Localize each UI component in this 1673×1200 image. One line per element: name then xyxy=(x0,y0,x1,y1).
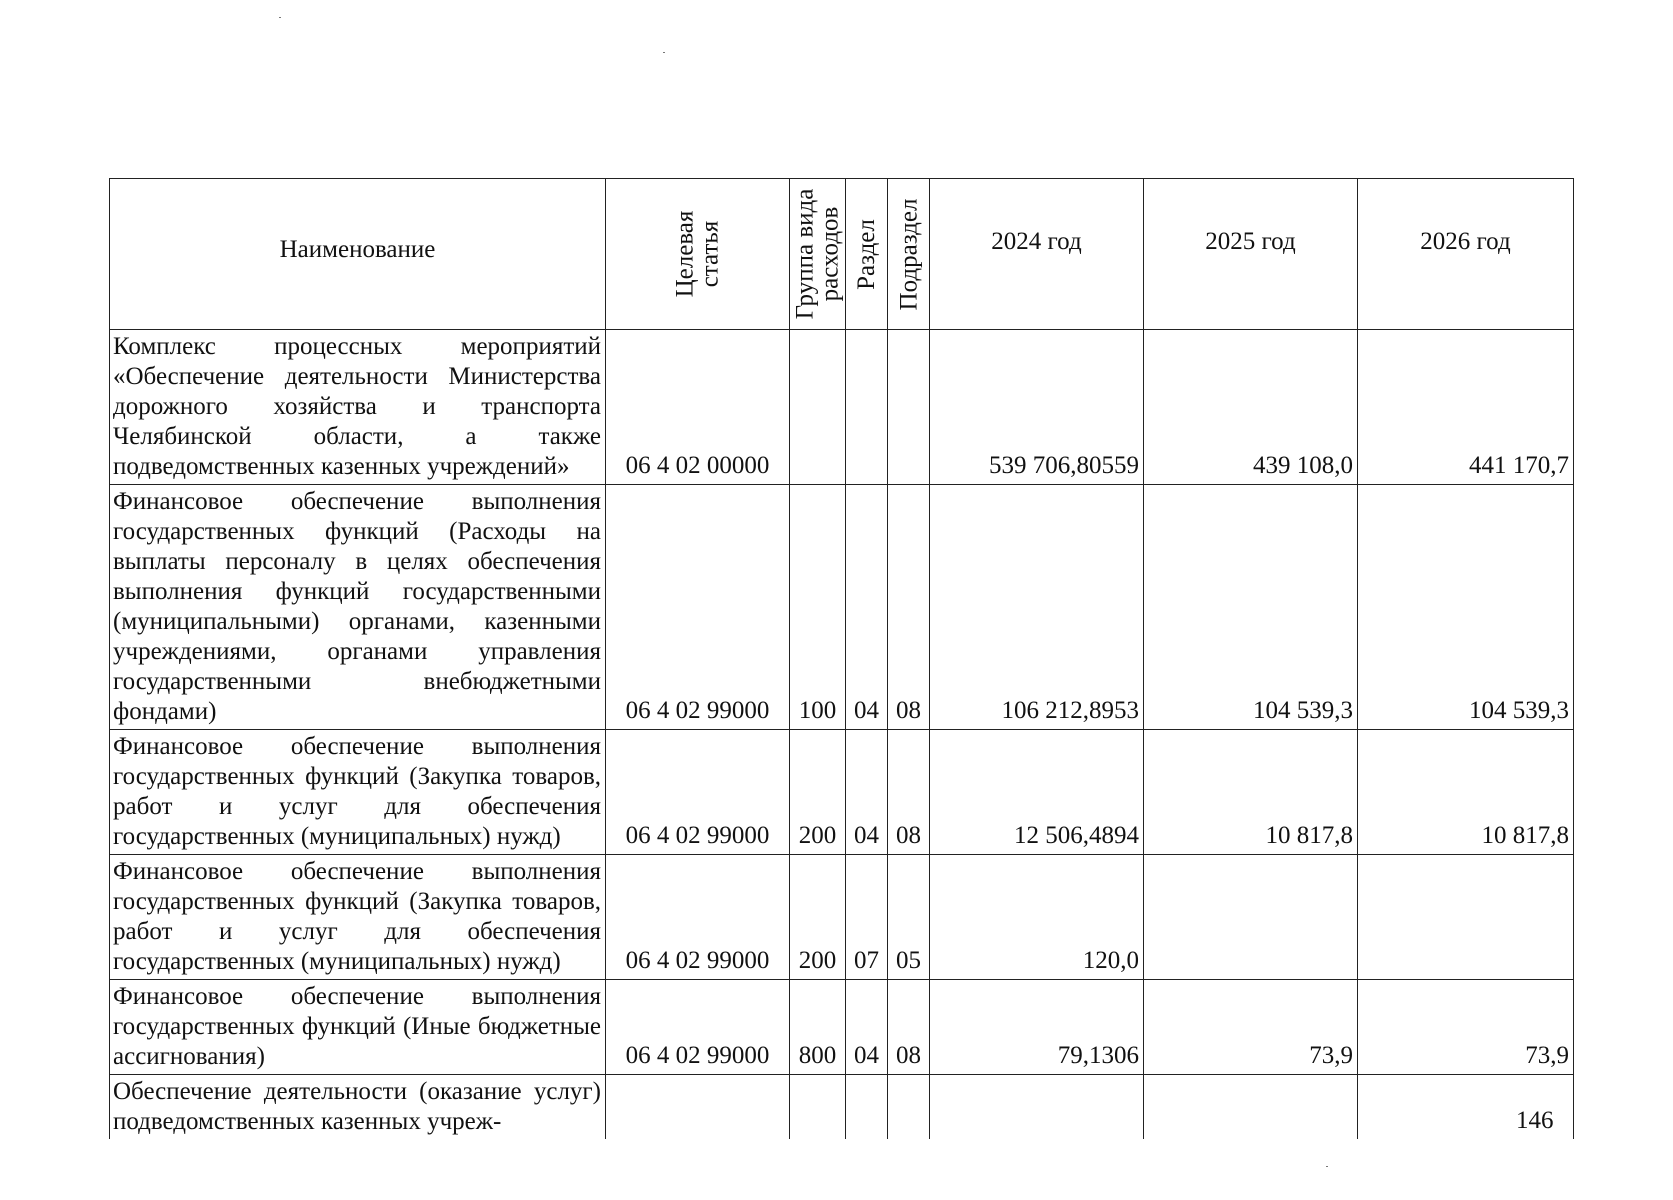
table-row xyxy=(110,485,1574,730)
row-section: 04 xyxy=(846,980,888,1075)
row-section xyxy=(846,1075,888,1140)
row-amount-2024 xyxy=(930,1075,1144,1140)
header-target-article: Целевая статья xyxy=(606,179,790,330)
row-name: Финансовое обеспечение выполнения государственных функций (Закупка товаров, работ и услуг для обеспечения государственных (муниципальных) нужд) xyxy=(110,730,606,855)
row-amount-2025: 104 539,3 xyxy=(1144,485,1358,730)
row-name: Обеспечение деятельности (оказание услуг) подведомственных казенных учреж- xyxy=(110,1075,606,1140)
row-section xyxy=(846,330,888,485)
header-expense-group: Группа вида расходов xyxy=(790,179,846,330)
row-amount-2024: 79,1306 xyxy=(930,980,1144,1075)
row-name: Комплекс процессных мероприятий «Обеспечение деятельности Министерства дорожного хозяйства и транспорта Челябинской области, а также подведомственных казенных учреждений» xyxy=(110,330,606,485)
row-target-article: 06 4 02 99000 xyxy=(606,980,790,1075)
row-amount-2025: 73,9 xyxy=(1144,980,1358,1075)
row-amount-2024: 539 706,80559 xyxy=(930,330,1144,485)
row-subsection: 08 xyxy=(888,730,930,855)
table-row xyxy=(110,1075,1574,1140)
row-subsection xyxy=(888,1075,930,1140)
table-row xyxy=(110,980,1574,1075)
row-section: 04 xyxy=(846,485,888,730)
row-expense-group xyxy=(790,330,846,485)
row-amount-2026 xyxy=(1358,855,1574,980)
row-amount-2026: 104 539,3 xyxy=(1358,485,1574,730)
header-row xyxy=(110,179,1574,330)
row-expense-group: 100 xyxy=(790,485,846,730)
row-target-article xyxy=(606,1075,790,1140)
header-section: Раздел xyxy=(846,179,888,330)
header-name: Наименование xyxy=(110,179,606,330)
row-section: 07 xyxy=(846,855,888,980)
row-target-article: 06 4 02 99000 xyxy=(606,485,790,730)
header-year-2026: 2026 год xyxy=(1358,179,1574,330)
scan-speck xyxy=(1326,1166,1328,1167)
row-expense-group: 800 xyxy=(790,980,846,1075)
table-row xyxy=(110,855,1574,980)
table-row xyxy=(110,330,1574,485)
budget-table xyxy=(109,178,1574,1139)
row-name: Финансовое обеспечение выполнения государственных функций (Расходы на выплаты персоналу в целях обеспечения выполнения функций государственными (муниципальными) органами, казенными учреждениями, органами управления государственными внебюджетными фондами) xyxy=(110,485,606,730)
row-amount-2025 xyxy=(1144,855,1358,980)
row-expense-group: 200 xyxy=(790,730,846,855)
row-name: Финансовое обеспечение выполнения государственных функций (Иные бюджетные ассигнования) xyxy=(110,980,606,1075)
row-amount-2024: 120,0 xyxy=(930,855,1144,980)
row-amount-2026: 73,9 xyxy=(1358,980,1574,1075)
row-subsection: 05 xyxy=(888,855,930,980)
row-amount-2025: 439 108,0 xyxy=(1144,330,1358,485)
row-amount-2024: 106 212,8953 xyxy=(930,485,1144,730)
page-number: 146 xyxy=(1516,1107,1554,1134)
scan-speck xyxy=(663,52,665,53)
row-expense-group xyxy=(790,1075,846,1140)
row-expense-group: 200 xyxy=(790,855,846,980)
row-target-article: 06 4 02 00000 xyxy=(606,330,790,485)
row-section: 04 xyxy=(846,730,888,855)
row-amount-2025: 10 817,8 xyxy=(1144,730,1358,855)
row-amount-2026: 10 817,8 xyxy=(1358,730,1574,855)
row-name: Финансовое обеспечение выполнения государственных функций (Закупка товаров, работ и услуг для обеспечения государственных (муниципальных) нужд) xyxy=(110,855,606,980)
row-subsection xyxy=(888,330,930,485)
row-amount-2026: 441 170,7 xyxy=(1358,330,1574,485)
row-subsection: 08 xyxy=(888,485,930,730)
header-subsection: Подраздел xyxy=(888,179,930,330)
row-amount-2024: 12 506,4894 xyxy=(930,730,1144,855)
row-target-article: 06 4 02 99000 xyxy=(606,730,790,855)
table-row xyxy=(110,730,1574,855)
row-subsection: 08 xyxy=(888,980,930,1075)
scan-speck xyxy=(279,17,281,18)
header-year-2025: 2025 год xyxy=(1144,179,1358,330)
row-target-article: 06 4 02 99000 xyxy=(606,855,790,980)
header-year-2024: 2024 год xyxy=(930,179,1144,330)
row-amount-2025 xyxy=(1144,1075,1358,1140)
